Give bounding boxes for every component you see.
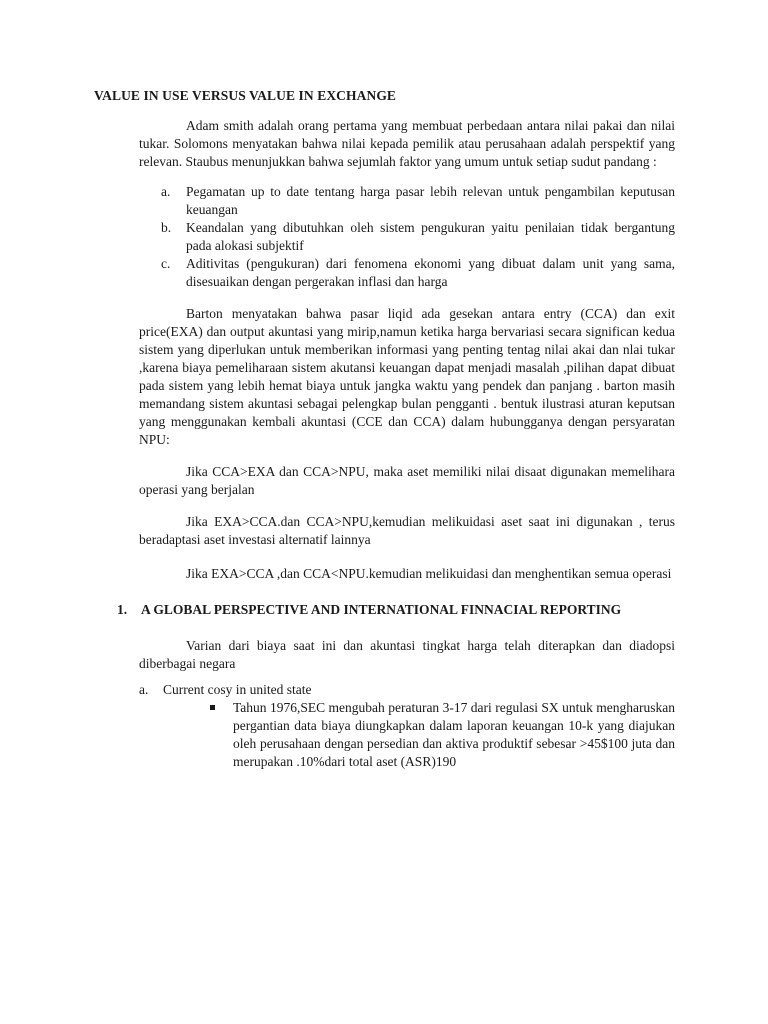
list-item [139, 183, 675, 219]
section-paragraph: Varian dari biaya saat ini dan akuntasi tingkat harga telah diterapkan dan diadopsi diberbagai negara [139, 638, 675, 671]
square-bullet-icon [210, 705, 215, 710]
section-heading-text: A GLOBAL PERSPECTIVE AND INTERNATIONAL FINNACIAL REPORTING [141, 602, 622, 617]
factor-list [139, 183, 675, 291]
sub-list-item [139, 681, 675, 699]
list-item [139, 255, 675, 291]
sub-list-text: Current cosy in united state [163, 682, 312, 697]
intro-paragraph: Adam smith adalah orang pertama yang membuat perbedaan antara nilai pakai dan nilai tukar. Solomons menyatakan bahwa nilai kepada pemilik atau perusahaan adalah perspektif yang relevan. Staubus menunjukkan bahwa sejumlah faktor yang umum untuk setiap sudut pandang : [139, 118, 675, 169]
bullet-item [139, 699, 675, 771]
bullet-text: Tahun 1976,SEC mengubah peraturan 3-17 dari regulasi SX untuk mengharuskan pergantian data biaya diungkapkan dalam laporan keuangan 10-k yang diajukan oleh perusahaan dengan persedian dan aktiva produktif sebesar >45$100 juta dan merupakan .10%dari total aset (ASR)190 [233, 700, 675, 769]
list-item-text: Aditivitas (pengukuran) dari fenomena ekonomi yang dibuat dalam unit yang sama, disesuaikan dengan pergerakan inflasi dan harga [186, 256, 675, 289]
section-heading [117, 601, 675, 619]
list-marker: c. [161, 256, 171, 271]
barton-paragraph: Barton menyatakan bahwa pasar liqid ada gesekan antara entry (CCA) dan exit price(EXA) dan output akuntasi yang mirip,namun ketika harga bervariasi secara significan kedua sistem yang diperlukan untuk memberikan informasi yang penting tentag nilai akai dan nlai tukar ,karena biaya pemeliharaan sistem akutansi keuangan dapat menjadi masalah ,pilihan dapat dibuat pada sistem yang lebih hemat biaya untuk jangka waktu yang pendek dan panjang . barton masih memandang sistem akuntasi sebagai pelengkap bulan pengganti . bentuk ilustrasi aturan keputsan yang menggunakan kembali akuntasi (CCE dan CCA) dalam hubungganya dengan persyaratan NPU: [139, 306, 675, 447]
section-number: 1. [117, 602, 128, 617]
rule-paragraph: Jika CCA>EXA dan CCA>NPU, maka aset memiliki nilai disaat digunakan memelihara operasi yang berjalan [139, 464, 675, 497]
list-item-text: Keandalan yang dibutuhkan oleh sistem pengukuran yaitu penilaian tidak bergantung pada alokasi subjektif [186, 220, 675, 253]
list-marker: b. [161, 220, 172, 235]
rule-paragraph: Jika EXA>CCA ,dan CCA<NPU.kemudian melikuidasi dan menghentikan semua operasi [186, 566, 672, 581]
document-body [117, 87, 675, 771]
document-title: VALUE IN USE VERSUS VALUE IN EXCHANGE [94, 88, 397, 103]
sub-list-marker: a. [139, 682, 149, 697]
list-marker: a. [161, 184, 171, 199]
rule-paragraph: Jika EXA>CCA.dan CCA>NPU,kemudian melikuidasi aset saat ini digunakan , terus beradaptasi aset investasi alternatif lainnya [139, 514, 675, 547]
list-item [139, 219, 675, 255]
list-item-text: Pegamatan up to date tentang harga pasar lebih relevan untuk pengambilan keputusan keuangan [186, 184, 675, 217]
